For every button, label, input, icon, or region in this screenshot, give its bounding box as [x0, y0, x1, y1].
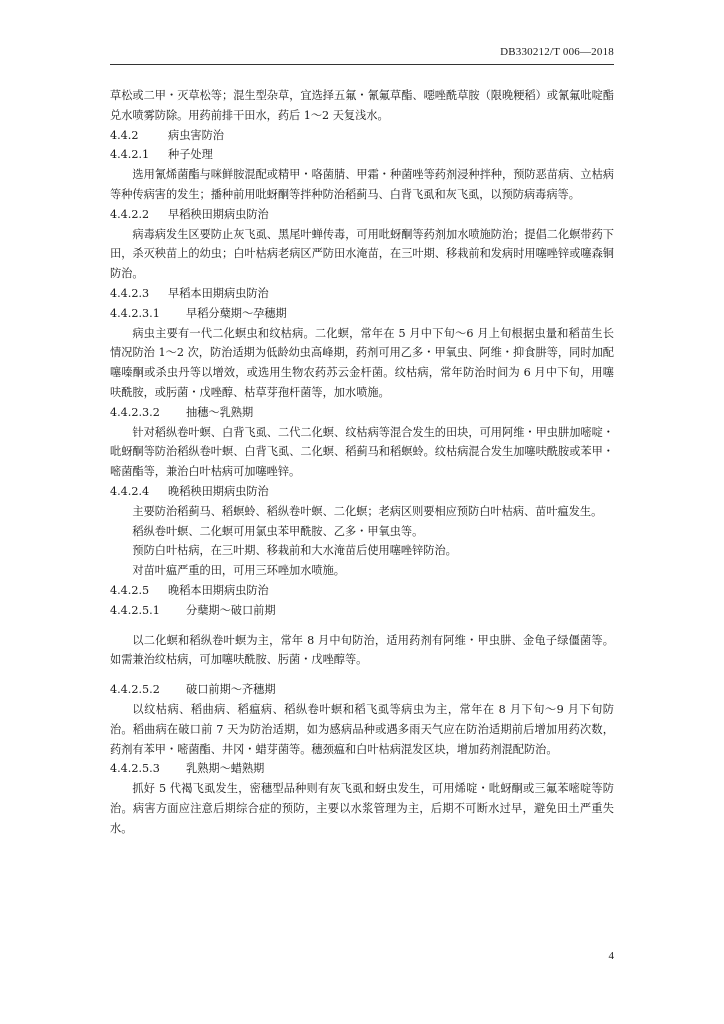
- section-title: 种子处理: [168, 148, 213, 162]
- paragraph-seed-treatment: 选用氰烯菌酯与咪鲜胺混配或精甲・咯菌腈、甲霜・种菌唑等药剂浸种拌种，预防恶苗病、立枯病等种传病害的发生；播种前用吡蚜酮等拌种防治稻蓟马、白背飞虱和灰飞虱，以预防病毒病等。: [110, 168, 614, 201]
- document-id: DB330212/T 006—2018: [500, 46, 614, 58]
- section-heading-4-4-2-5-3: [110, 759, 614, 779]
- paragraph-late-seedling-main: 主要防治稻蓟马、稻螟蛉、稻纵卷叶螟、二化螟；老病区则要相应预防白叶枯病、苗叶瘟发生。: [132, 504, 603, 518]
- spacer: [110, 621, 614, 631]
- section-number: 4.4.2: [110, 128, 139, 142]
- section-title: 乳熟期～蜡熟期: [186, 762, 265, 776]
- section-number: 4.4.2.4: [110, 484, 150, 498]
- section-number: 4.4.2.5.2: [110, 683, 160, 697]
- section-number: 4.4.2.3: [110, 286, 150, 300]
- section-heading-4-4-2: [110, 126, 614, 146]
- section-title: 早稻分蘖期～孕穗期: [186, 306, 287, 320]
- paragraph-milk-dough: 抓好 5 代褐飞虱发生，密穗型品种则有灰飞虱和蚜虫发生，可用烯啶・吡蚜酮或三氟苯嘧啶等防治。病害方面应注意后期综合症的预防，主要以水浆管理为主，后期不可断水过早，避免田土严重失水。: [110, 782, 614, 835]
- paragraph-early-seedling: 病毒病发生区要防止灰飞虱、黑尾叶蝉传毒，可用吡蚜酮等药剂加水喷施防治；提倡二化螟带药下田，杀灭秧苗上的幼虫；白叶枯病老病区严防田水淹苗，在三叶期、移栽前和发病时用噻唑锌或噻森铜防治。: [110, 227, 614, 281]
- paragraph-late-seedling-blight: 预防白叶枯病，在三叶期、移栽前和大水淹苗后使用噻唑锌防治。: [132, 544, 457, 558]
- paragraph-prebreak-fullheading: 以纹枯病、稻曲病、稻瘟病、稻纵卷叶螟和稻飞虱等病虫为主，常年在 8 月下旬～9 月下旬防治。稻曲病在破口前 7 天为防治适期，如为感病品种或遇多雨天气应在防治适期前后增加用药次数，药剂有苯甲・嘧菌酯、井冈・蜡芽菌等。穗颈瘟和白叶枯病混发区块，增加药剂混配防治。: [110, 702, 614, 756]
- page-number: 4: [608, 950, 614, 962]
- section-heading-4-4-2-2: [110, 205, 614, 225]
- spacer: [110, 670, 614, 680]
- section-heading-4-4-2-5: [110, 581, 614, 601]
- section-title: 破口前期～齐穗期: [186, 683, 276, 697]
- section-title: 病虫害防治: [168, 128, 224, 142]
- section-title: 抽穗～乳熟期: [186, 405, 254, 419]
- section-number: 4.4.2.5: [110, 583, 150, 597]
- paragraph-late-seedling-borers: 稻纵卷叶螟、二化螟可用氯虫苯甲酰胺、乙多・甲氧虫等。: [132, 524, 424, 538]
- section-title: 晚稻本田期病虫防治: [168, 583, 269, 597]
- document-body: [110, 86, 614, 838]
- section-number: 4.4.2.1: [110, 148, 150, 162]
- section-heading-4-4-2-3: [110, 284, 614, 304]
- paragraph-tillering-prebreak: 以二化螟和稻纵卷叶螟为主，常年 8 月中旬防治，适用药剂有阿维・甲虫肼、金龟子绿僵菌等。如需兼治纹枯病，可加噻呋酰胺、肟菌・戊唑醇等。: [110, 633, 614, 667]
- paragraph-intro: 草松或二甲・灭草松等；混生型杂草，宜选择五氟・氰氟草酯、噁唑酰草胺（限晚粳稻）或氰氟吡啶酯兑水喷雾防除。用药前排干田水，药后 1～2 天复浅水。: [110, 89, 614, 122]
- section-number: 4.4.2.5.3: [110, 762, 160, 776]
- section-heading-4-4-2-5-2: [110, 680, 614, 700]
- section-heading-4-4-2-1: [110, 145, 614, 165]
- section-number: 4.4.2.3.1: [110, 306, 160, 320]
- section-heading-4-4-2-3-1: [110, 304, 614, 324]
- section-number: 4.4.2.2: [110, 207, 150, 221]
- section-title: 分蘖期～破口前期: [186, 603, 276, 617]
- section-title: 早稻本田期病虫防治: [168, 286, 269, 300]
- section-heading-4-4-2-5-1: [110, 601, 614, 621]
- paragraph-late-seedling-blast: 对苗叶瘟严重的田，可用三环唑加水喷施。: [132, 564, 345, 578]
- section-heading-4-4-2-4: [110, 482, 614, 502]
- section-title: 早稻秧田期病虫防治: [168, 207, 269, 221]
- section-heading-4-4-2-3-2: [110, 403, 614, 423]
- header-rule: [110, 64, 614, 65]
- section-number: 4.4.2.3.2: [110, 405, 160, 419]
- section-number: 4.4.2.5.1: [110, 603, 160, 617]
- section-title: 晚稻秧田期病虫防治: [168, 484, 269, 498]
- paragraph-heading-milk: 针对稻纵卷叶螟、白背飞虱、二代二化螟、纹枯病等混合发生的田块，可用阿维・甲虫肼加嘧啶・吡蚜酮等防治稻纵卷叶螟、白背飞虱、二化螟、稻蓟马和稻螟蛉。纹枯病混合发生加噻呋酰胺或苯甲・嘧菌酯等，兼治白叶枯病可加噻唑锌。: [110, 425, 614, 479]
- paragraph-tillering-booting: 病虫主要有一代二化螟虫和纹枯病。二化螟，常年在 5 月中下旬～6 月上旬根据虫量和稻苗生长情况防治 1～2 次，防治适期为低龄幼虫高峰期，药剂可用乙多・甲氧虫、阿维・抑食肼等，同时加配噻嗪酮或杀虫丹等以增效，或选用生物农药苏云金杆菌。纹枯病，常年防治时间为 6 月中下旬，用噻呋酰胺，或肟菌・戊唑醇、枯草芽孢杆菌等，加水喷施。: [110, 326, 614, 399]
